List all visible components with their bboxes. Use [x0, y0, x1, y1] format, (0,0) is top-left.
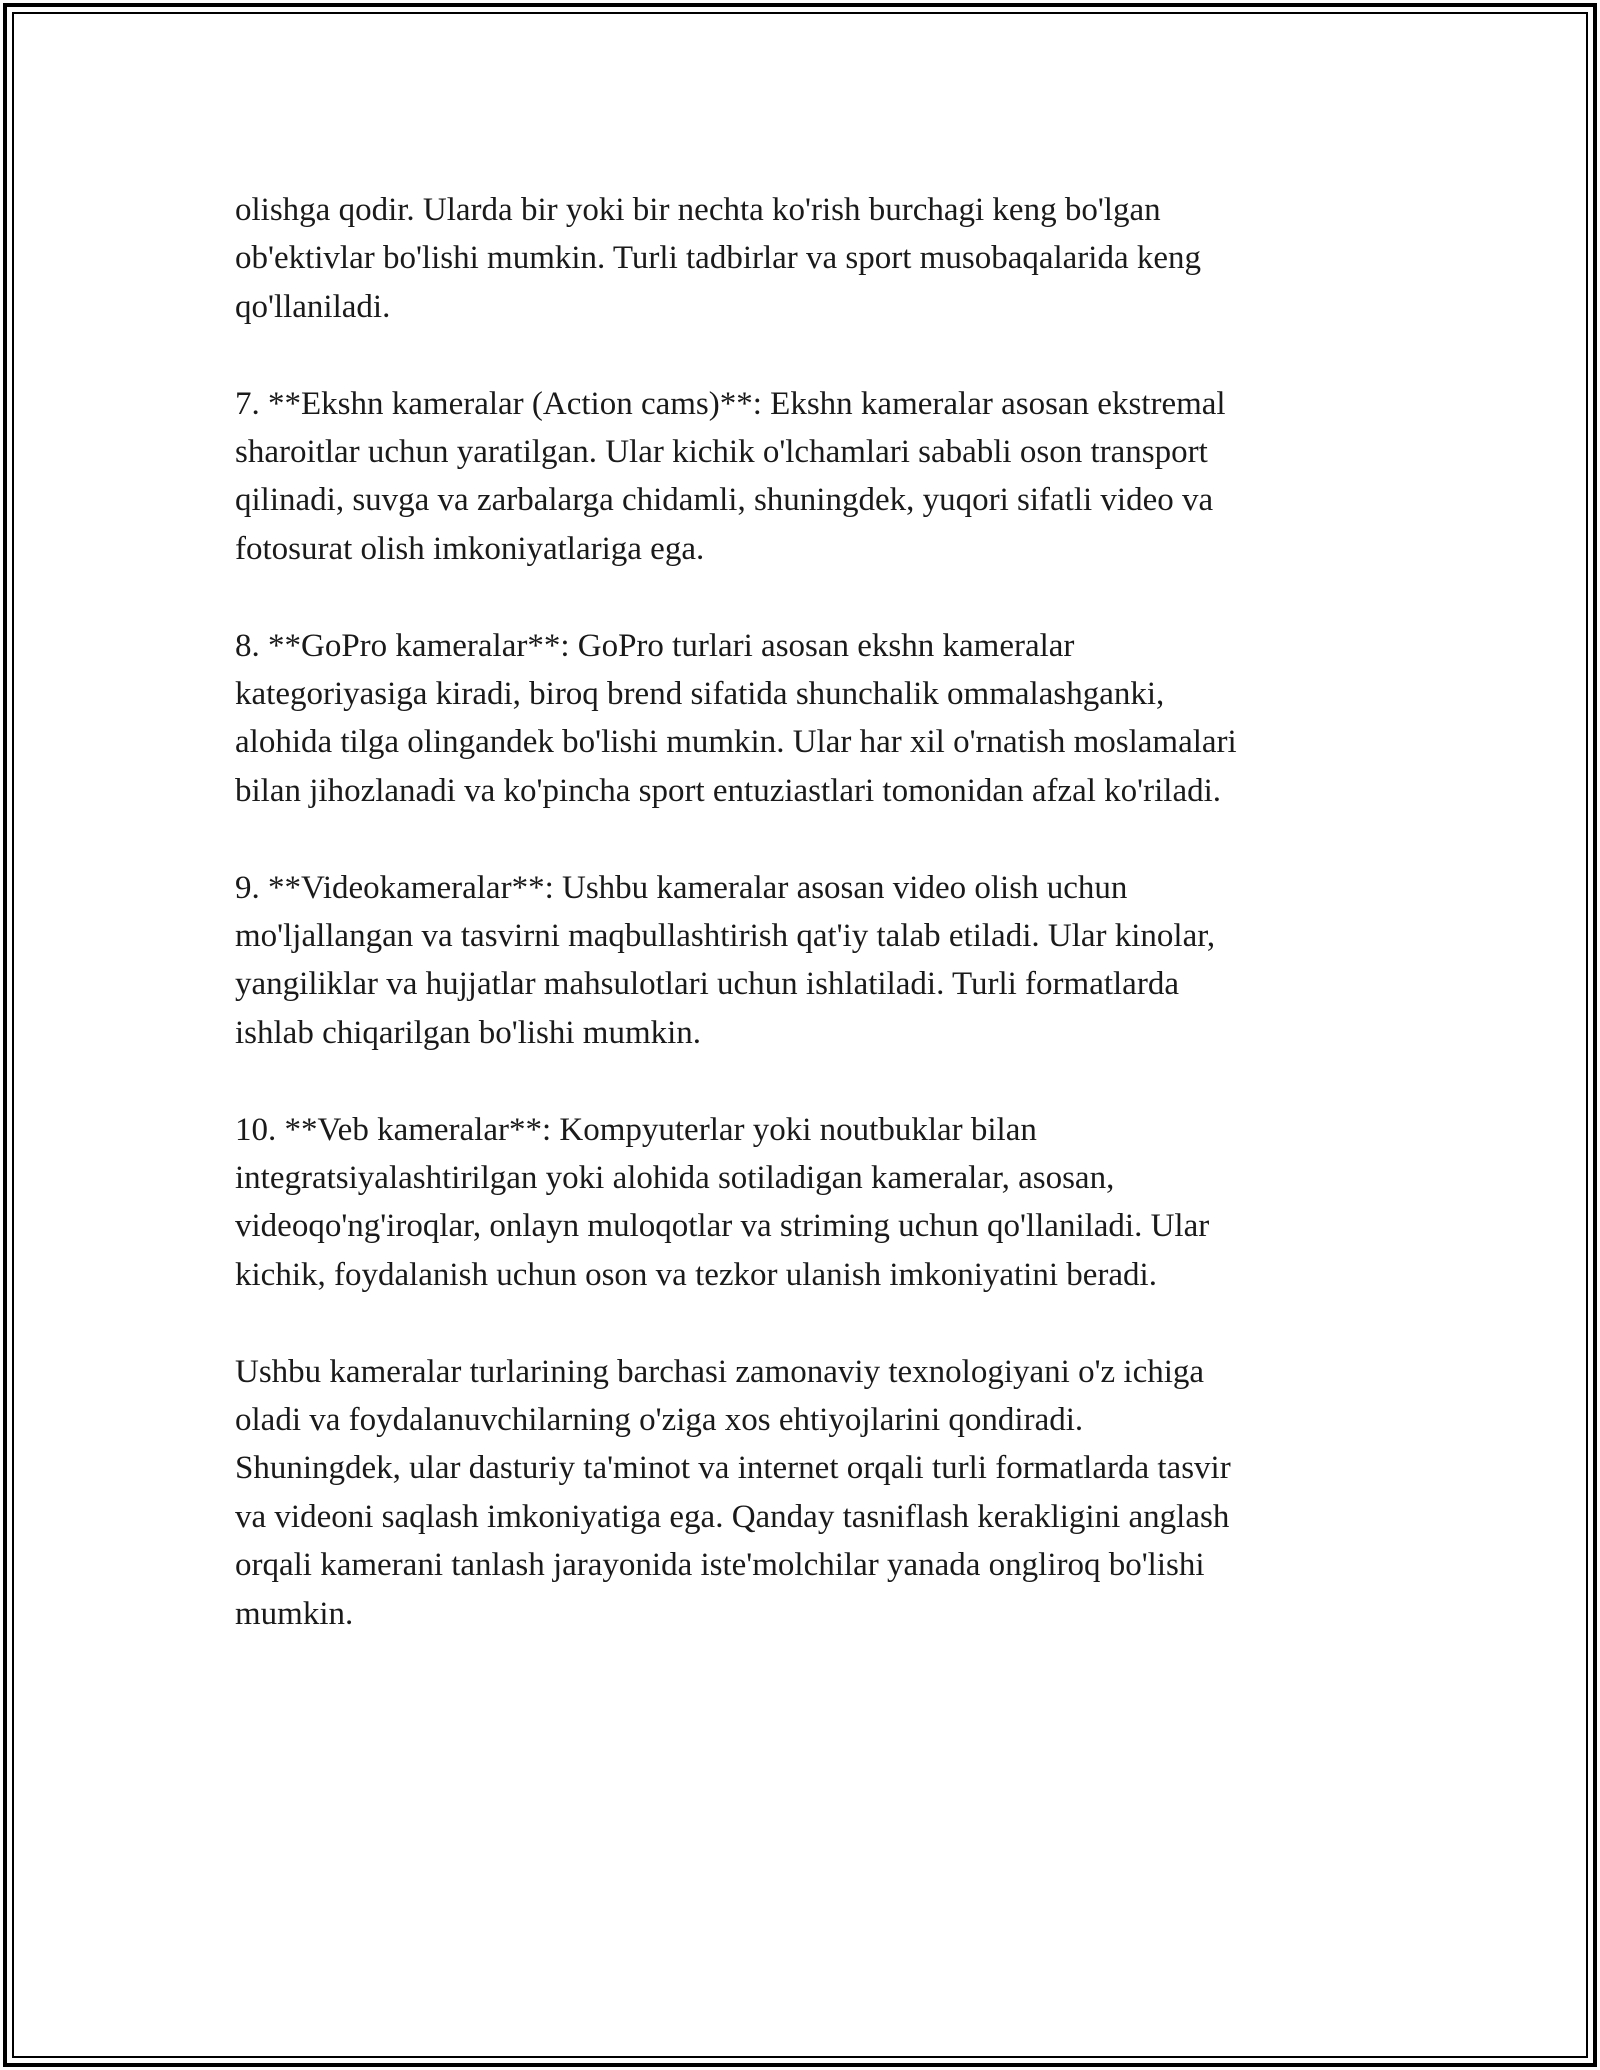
text-line: ishlab chiqarilgan bo'lishi mumkin. — [235, 1014, 702, 1051]
text-line: oladi va foydalanuvchilarning o'ziga xos ehtiyojlarini qondiradi. — [235, 1402, 1084, 1439]
text-line: va videoni saqlash imkoniyatiga ega. Qanday tasniflash kerakligini anglash — [235, 1498, 1230, 1535]
text-line: 8. **GoPro kameralar**: GoPro turlari asosan ekshn kameralar — [235, 627, 1075, 664]
text-line: orqali kamerani tanlash jarayonida iste'molchilar yanada ongliroq bo'lishi — [235, 1547, 1205, 1584]
paragraph-intro-continuation — [235, 186, 1375, 331]
text-line: mo'ljallangan va tasvirni maqbullashtirish qat'iy talab etiladi. Ular kinolar, — [235, 918, 1216, 955]
text-line: mumkin. — [235, 1595, 354, 1632]
text-line: 10. **Veb kameralar**: Kompyuterlar yoki noutbuklar bilan — [235, 1111, 1037, 1148]
text-line: sharoitlar uchun yaratilgan. Ular kichik o'lchamlari sababli oson transport — [235, 434, 1208, 471]
text-line: yangiliklar va hujjatlar mahsulotlari uchun ishlatiladi. Turli formatlarda — [235, 966, 1179, 1003]
text-line: fotosurat olish imkoniyatlariga ega. — [235, 530, 705, 567]
paragraph-item-10 — [235, 1106, 1375, 1300]
text-line: Shuningdek, ular dasturiy ta'minot va internet orqali turli formatlarda tasvir — [235, 1450, 1231, 1487]
text-line: 9. **Videokameralar**: Ushbu kameralar asosan video olish uchun — [235, 869, 1128, 906]
paragraph-item-9 — [235, 864, 1375, 1058]
text-line: kichik, foydalanish uchun oson va tezkor ulanish imkoniyatini beradi. — [235, 1256, 1157, 1293]
paragraph-item-7 — [235, 380, 1375, 574]
text-line: 7. **Ekshn kameralar (Action cams)**: Ekshn kameralar asosan ekstremal — [235, 385, 1226, 422]
text-line: ob'ektivlar bo'lishi mumkin. Turli tadbirlar va sport musobaqalarida keng — [235, 240, 1202, 277]
text-line: qo'llaniladi. — [235, 288, 391, 325]
text-line: olishga qodir. Ularda bir yoki bir nechta ko'rish burchagi keng bo'lgan — [235, 192, 1161, 228]
paragraph-item-8 — [235, 622, 1375, 816]
document-body — [235, 186, 1375, 1687]
text-line: integratsiyalashtirilgan yoki alohida sotiladigan kameralar, asosan, — [235, 1160, 1115, 1197]
text-line: qilinadi, suvga va zarbalarga chidamli, shuningdek, yuqori sifatli video va — [235, 482, 1214, 519]
text-line: Ushbu kameralar turlarining barchasi zamonaviy texnologiyani o'z ichiga — [235, 1353, 1205, 1390]
text-line: alohida tilga olingandek bo'lishi mumkin. Ular har xil o'rnatish moslamalari — [235, 724, 1237, 761]
text-line: videoqo'ng'iroqlar, onlayn muloqotlar va striming uchun qo'llaniladi. Ular — [235, 1208, 1210, 1245]
text-line: kategoriyasiga kiradi, biroq brend sifatida shunchalik ommalashganki, — [235, 676, 1165, 713]
paragraph-conclusion — [235, 1348, 1375, 1638]
text-line: bilan jihozlanadi va ko'pincha sport entuziastlari tomonidan afzal ko'riladi. — [235, 772, 1222, 809]
